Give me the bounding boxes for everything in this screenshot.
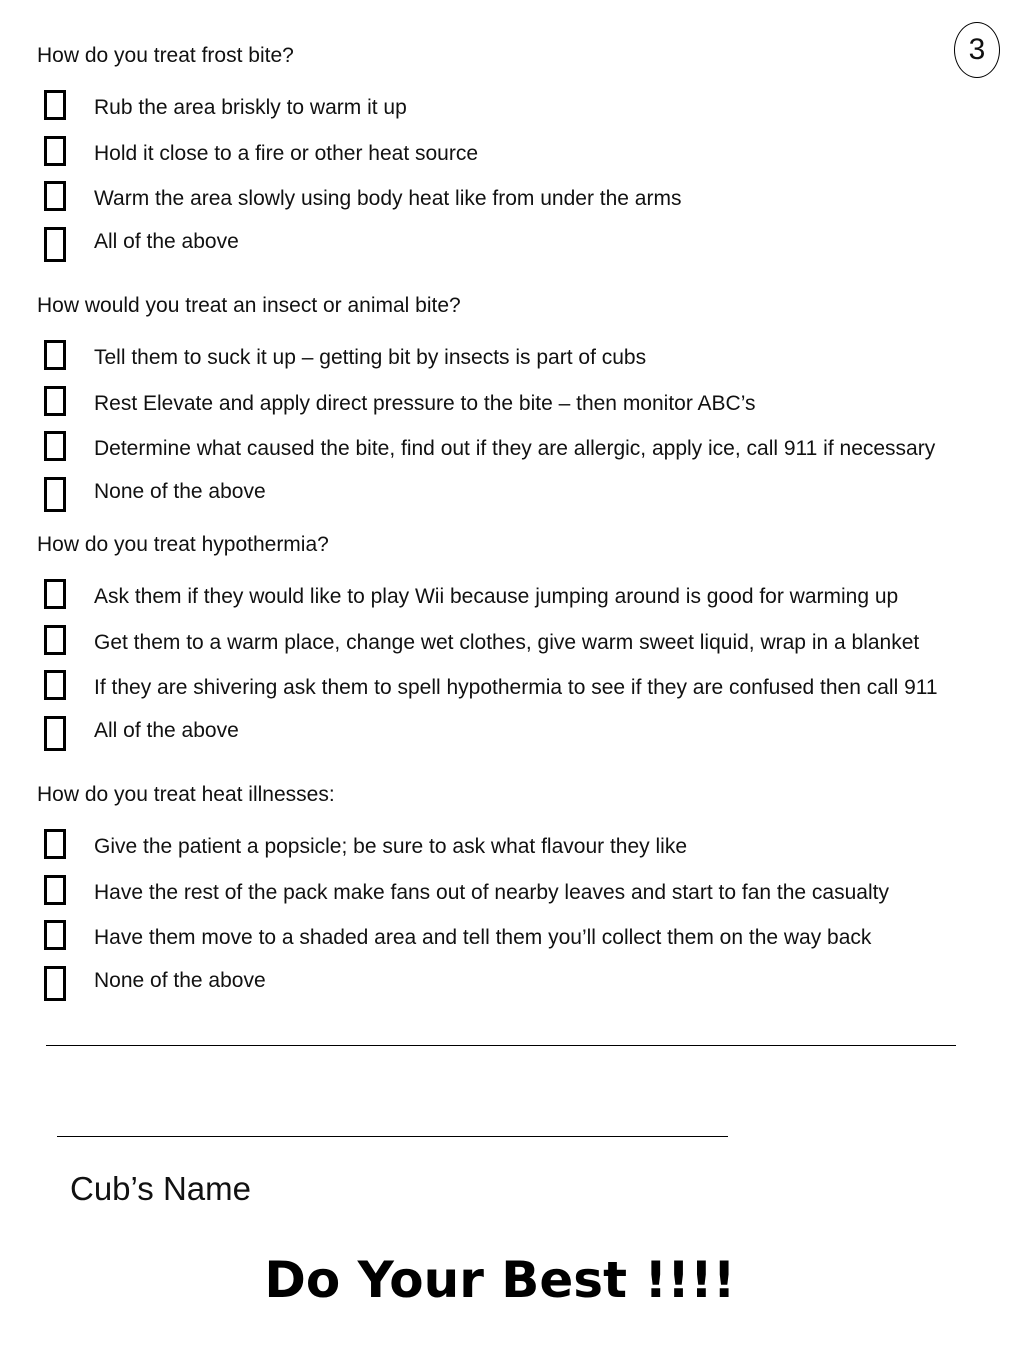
checkbox[interactable]: [44, 340, 66, 370]
checkbox[interactable]: [44, 670, 66, 700]
option-text: Have the rest of the pack make fans out of nearby leaves and start to fan the casualty: [94, 881, 889, 904]
divider-line: [46, 1045, 956, 1046]
option-text: Ask them if they would like to play Wii because jumping around is good for warming up: [94, 585, 899, 608]
question-4-text: How do you treat heat illnesses:: [37, 783, 335, 806]
name-signature-line[interactable]: [57, 1136, 728, 1137]
option-text: Determine what caused the bite, find out if they are allergic, apply ice, call 911 if necessary: [94, 437, 936, 460]
checkbox[interactable]: [44, 227, 66, 262]
checkbox[interactable]: [44, 477, 66, 512]
checkbox[interactable]: [44, 181, 66, 211]
checkbox[interactable]: [44, 431, 66, 461]
option-text: All of the above: [94, 719, 239, 742]
option-text: Tell them to suck it up – getting bit by insects is part of cubs: [94, 346, 647, 369]
option-text: None of the above: [94, 969, 266, 992]
question-3-text: How do you treat hypothermia?: [37, 533, 329, 556]
option-text: None of the above: [94, 480, 266, 503]
checkbox[interactable]: [44, 579, 66, 609]
option-text: Give the patient a popsicle; be sure to ask what flavour they like: [94, 835, 687, 858]
option-text: Rub the area briskly to warm it up: [94, 96, 407, 119]
motto-heading: Do Your Best !!!!: [264, 1251, 736, 1309]
question-2-text: How would you treat an insect or animal bite?: [37, 294, 461, 317]
checkbox[interactable]: [44, 966, 66, 1001]
checkbox[interactable]: [44, 90, 66, 120]
option-text: Get them to a warm place, change wet clothes, give warm sweet liquid, wrap in a blanket: [94, 631, 920, 654]
option-text: Rest Elevate and apply direct pressure to the bite – then monitor ABC’s: [94, 392, 756, 415]
option-text: If they are shivering ask them to spell hypothermia to see if they are confused then call 911: [94, 676, 938, 699]
checkbox[interactable]: [44, 920, 66, 950]
option-text: All of the above: [94, 230, 239, 253]
checkbox[interactable]: [44, 386, 66, 416]
option-text: Warm the area slowly using body heat like from under the arms: [94, 187, 682, 210]
checkbox[interactable]: [44, 716, 66, 751]
page-number: 3: [954, 22, 1000, 78]
checkbox[interactable]: [44, 136, 66, 166]
option-text: Have them move to a shaded area and tell them you’ll collect them on the way back: [94, 926, 872, 949]
question-1-text: How do you treat frost bite?: [37, 44, 294, 67]
checkbox[interactable]: [44, 875, 66, 905]
checkbox[interactable]: [44, 625, 66, 655]
checkbox[interactable]: [44, 829, 66, 859]
option-text: Hold it close to a fire or other heat source: [94, 142, 479, 165]
cub-name-label: Cub’s Name: [70, 1170, 251, 1207]
